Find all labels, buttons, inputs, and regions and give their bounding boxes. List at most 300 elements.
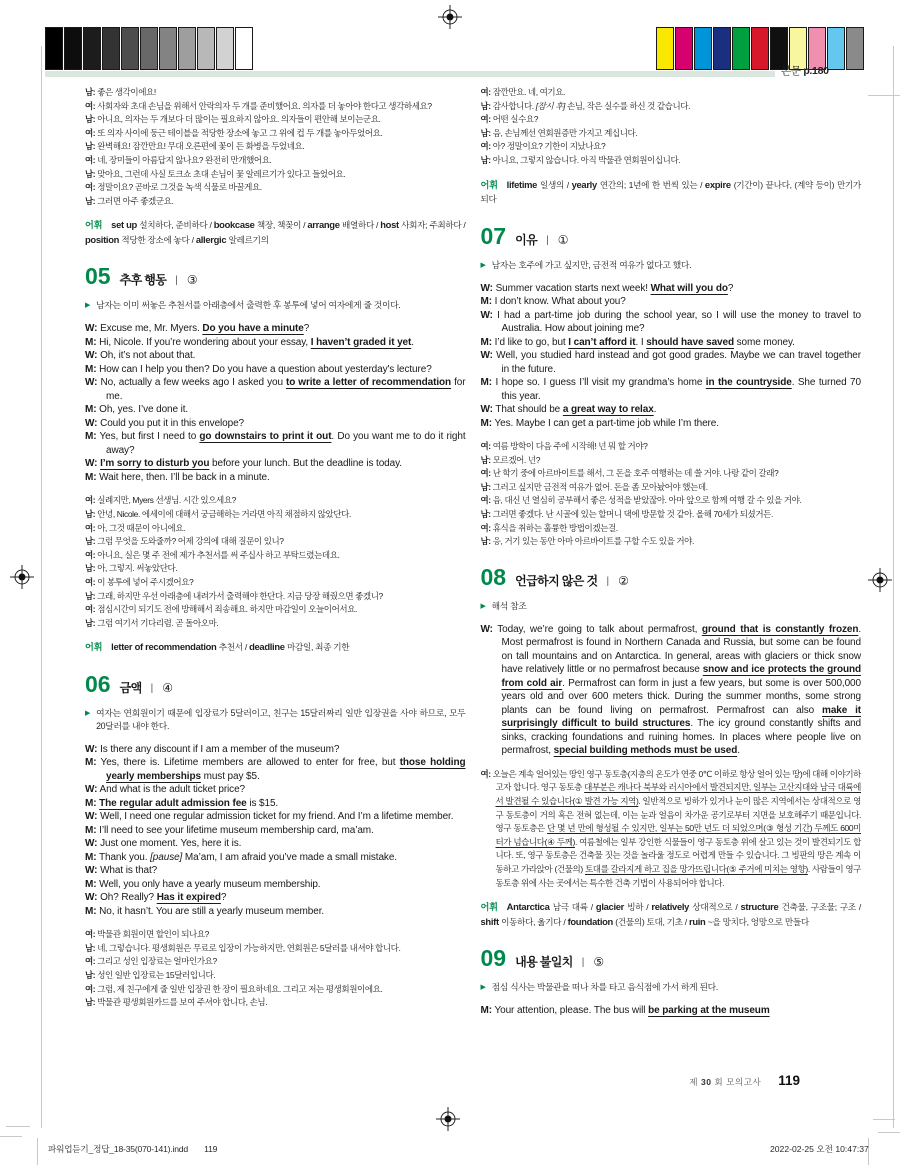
text-segment: 아니요, 실은 몇 주 전에 제가 추천서를 써 주십사 하고 부탁드렸는데요. xyxy=(97,549,340,560)
speaker-label: 남: xyxy=(85,563,96,574)
dialogue-line xyxy=(481,403,862,417)
text-segment: Ma’am, I am afraid you’ve made a small mistake. xyxy=(182,851,397,863)
text-segment: 점심 식사는 박물관을 떠나 차를 타고 음식점에 가서 하게 된다. xyxy=(491,982,718,993)
vocab-text xyxy=(481,902,862,927)
korean-dialogue xyxy=(481,768,862,890)
answer-badge: ⑤ xyxy=(593,955,605,970)
speaker-label: 여: xyxy=(85,154,96,165)
vocab-text xyxy=(85,220,466,245)
text-segment: 빙하 / xyxy=(627,902,652,913)
text-segment: 이동하다, 옮기다 / xyxy=(501,916,568,927)
text-segment: 마감일, 최종 기한 xyxy=(287,642,350,653)
text-segment: Oh? Really? xyxy=(100,892,157,904)
vocab-text xyxy=(481,180,861,205)
dialogue-line xyxy=(85,508,466,522)
dialogue-line xyxy=(481,309,862,336)
section-header xyxy=(481,564,862,591)
dialogue-line xyxy=(85,471,466,485)
speaker-label: M: xyxy=(85,471,97,483)
speaker-label: M: xyxy=(480,336,492,348)
text-segment: 박물관 평생회원카드를 보여 주셔야 합니다, 손님. xyxy=(97,997,268,1008)
dialogue-line xyxy=(481,336,862,350)
speaker-label: W: xyxy=(85,784,98,796)
vocab-label: 어휘 xyxy=(480,902,498,913)
right-column xyxy=(481,86,862,1028)
speaker-label: 남: xyxy=(480,454,491,465)
text-segment: 해석 참조 xyxy=(491,600,527,611)
footer xyxy=(0,1073,800,1088)
dialogue-line xyxy=(85,140,466,154)
dialogue-line xyxy=(85,549,466,563)
text-segment: I’ll need to see your lifetime museum membership card, ma’am. xyxy=(99,824,374,836)
dialogue-line xyxy=(481,417,862,431)
text-segment: 그러면 좋겠다. 난 시골에 있는 할머니 댁에 방문할 것 같아. 올해 70세가 되셨거든. xyxy=(492,509,773,520)
calibration-swatch xyxy=(45,27,63,70)
text-segment: ruin xyxy=(688,915,708,927)
answer-hint xyxy=(481,600,862,613)
answer-badge: ① xyxy=(557,232,569,247)
calibration-swatch xyxy=(751,27,769,70)
text-segment: arrange xyxy=(307,219,342,231)
korean-dialogue xyxy=(85,86,466,208)
section-separator: | xyxy=(175,275,178,287)
speaker-label: M: xyxy=(85,905,97,917)
dialogue-line xyxy=(481,623,862,758)
speaker-label: 남: xyxy=(480,481,491,492)
dialogue-line xyxy=(85,494,466,508)
text-segment: . I xyxy=(635,336,647,348)
dialogue-line xyxy=(85,457,466,471)
text-segment: 남극 대륙 / xyxy=(552,902,596,913)
grayscale-calibration-bar xyxy=(45,27,253,70)
speaker-label: 여: xyxy=(85,604,96,615)
text-segment: . xyxy=(411,336,414,348)
dialogue-line xyxy=(85,891,466,905)
vocab-text xyxy=(111,642,349,652)
speaker-label: 남: xyxy=(85,997,96,1008)
text-segment: . xyxy=(737,745,740,757)
text-segment: is $15. xyxy=(246,797,279,809)
hint-arrow-icon: ▶ xyxy=(480,984,486,992)
text-segment: Summer vacation starts next week! xyxy=(495,282,651,294)
text-segment: Well, you studied hard instead and got good grades. Maybe we can travel together in the future. xyxy=(496,350,861,375)
dialogue-line xyxy=(481,127,862,141)
dialogue-line xyxy=(85,417,466,431)
speaker-label: M: xyxy=(85,757,97,769)
hint-arrow-icon: ▶ xyxy=(480,602,486,610)
dialogue-line xyxy=(481,535,862,549)
footer-exam-pre: 제 xyxy=(689,1077,699,1087)
text-segment: Excuse me, Mr. Myers. xyxy=(100,323,203,335)
dialogue-line xyxy=(85,576,466,590)
text-segment: The regular adult admission fee xyxy=(99,797,247,809)
speaker-label: 여: xyxy=(480,495,491,506)
text-segment: 그러면 아주 좋겠군요. xyxy=(97,195,174,206)
text-segment: 정말이요? 곧바로 그것을 녹색 식물로 바꿀게요. xyxy=(97,182,262,193)
text-segment: ? xyxy=(727,282,734,294)
speaker-label: 남: xyxy=(85,141,96,152)
crop-mark xyxy=(868,95,900,96)
section-number: 08 xyxy=(480,563,507,590)
header-page-reference xyxy=(781,63,829,78)
speaker-label: W: xyxy=(480,350,493,362)
section-header xyxy=(85,671,466,698)
dialogue-line xyxy=(85,322,466,336)
text-segment: I’d like to go, but xyxy=(494,336,569,348)
speaker-label: 여: xyxy=(85,522,96,533)
crop-mark xyxy=(37,1138,38,1165)
dialogue-line xyxy=(85,969,466,983)
crop-mark xyxy=(873,1119,895,1120)
section-header xyxy=(481,223,862,250)
text-segment: 추천서 / xyxy=(218,642,250,653)
text-segment: bookcase xyxy=(213,219,257,231)
text-segment: for me. xyxy=(106,377,466,402)
print-file-info xyxy=(48,1143,217,1155)
text-segment: 그럼, 제 친구에게 줄 일반 입장권 한 장이 필요하네요. 그리고 저는 평생회원이에요. xyxy=(97,983,383,994)
dialogue-line xyxy=(85,603,466,617)
crop-mark xyxy=(878,1132,900,1133)
calibration-swatch xyxy=(827,27,845,70)
hint-arrow-icon: ▶ xyxy=(85,709,91,717)
text-segment: set up xyxy=(111,219,140,231)
answer-hint xyxy=(481,981,862,994)
text-segment: 일생의 / xyxy=(540,179,572,190)
speaker-label: W: xyxy=(85,838,98,850)
text-segment: 휴식을 취하는 훌륭한 방법이겠는걸. xyxy=(492,522,618,533)
header-prefix: 본문 xyxy=(781,65,801,77)
dialogue-line xyxy=(85,983,466,997)
section-title: 추후 행동 xyxy=(119,273,167,288)
text-segment: those holding yearly memberships xyxy=(106,757,466,782)
dialogue-line xyxy=(85,195,466,209)
text-segment: 아니요, 의자는 두 개보다 더 많이는 필요하지 않아요. 의자들이 편안해 보이는군요. xyxy=(97,114,381,125)
text-segment: Do you have a minute xyxy=(202,323,304,335)
speaker-label: 남: xyxy=(480,536,491,547)
hint-arrow-icon: ▶ xyxy=(480,261,486,269)
text-segment: Today, we’re going to talk about permafrost, xyxy=(497,623,702,635)
text-segment: glacier xyxy=(595,901,628,913)
text-segment: 실례지만, Myers 선생님. 시간 있으세요? xyxy=(97,495,236,506)
speaker-label: 남: xyxy=(480,100,491,111)
dialogue-line xyxy=(481,508,862,522)
text-segment: 적당한 장소에 놓다 / xyxy=(121,234,196,245)
speaker-label: 여: xyxy=(85,127,96,138)
calibration-swatch xyxy=(216,27,234,70)
dialogue-line xyxy=(85,955,466,969)
text-segment: to write a letter of recommendation xyxy=(285,377,452,389)
text-segment: I had a part-time job during the school year, so I will use the money to travel to Australia. How about joining me? xyxy=(497,309,861,335)
calibration-swatch xyxy=(178,27,196,70)
dialogue-line xyxy=(85,756,466,783)
speaker-label: 남: xyxy=(85,114,96,125)
text-segment: 책장, 책꽂이 / xyxy=(256,220,308,231)
text-segment: 그리고 성인 입장료는 얼마인가요? xyxy=(97,956,217,967)
text-segment: 어떤 실수요? xyxy=(492,114,539,125)
speaker-label: 남: xyxy=(480,154,491,165)
text-segment: foundation xyxy=(567,915,616,927)
text-segment: That should be xyxy=(495,404,563,416)
speaker-label: M: xyxy=(85,851,97,863)
calibration-swatch xyxy=(83,27,101,70)
text-segment: No, actually a few weeks ago I asked you xyxy=(100,377,286,389)
korean-dialogue xyxy=(85,928,466,1010)
speaker-label: 남: xyxy=(480,127,491,138)
vocab-label: 어휘 xyxy=(480,179,498,190)
dialogue-line xyxy=(85,928,466,942)
print-time: 오전 10:47:37 xyxy=(816,1144,869,1154)
vocab-block xyxy=(85,218,466,247)
dialogue-line xyxy=(85,942,466,956)
hint-text xyxy=(492,981,718,994)
text-segment: I hope so. I guess I’ll visit my grandma’s home xyxy=(495,377,706,389)
text-segment: . The icy ground constantly shifts and sinks, cracking foundations and ruining homes. In places where people live on permafrost, xyxy=(501,718,861,757)
text-segment: shift xyxy=(480,915,502,927)
hint-text xyxy=(492,259,692,272)
text-segment: Antarctica xyxy=(506,901,553,913)
dialogue-line xyxy=(481,494,862,508)
dialogue-line xyxy=(85,783,466,797)
text-segment: 그러고 싶지만 금전적 여유가 없어. 돈을 좀 모아놨어야 했는데. xyxy=(492,481,708,492)
text-segment: Well, I need one regular admission ticket for my friend. And I’m a lifetime member. xyxy=(100,811,454,823)
text-segment: 그럼 무엇을 도와줄까? 어제 강의에 대해 질문이 있니? xyxy=(97,536,284,547)
dialogue-line xyxy=(85,363,466,377)
crop-mark xyxy=(0,1136,22,1137)
trim-line xyxy=(41,46,42,1128)
speaker-label: 여: xyxy=(85,100,96,111)
korean-dialogue xyxy=(481,440,862,549)
text-segment: 아, 그렇지. 써놓았단다. xyxy=(97,563,178,574)
text-segment: 단 몇 년 만에 형성될 수 있지만, 일부는 50만 년도 더 되었으며(③ 형성 기간) 두께도 600미터가 넘습니다(④ 두께) xyxy=(495,823,861,847)
text-segment: No, it hasn’t. You are still a yearly museum member. xyxy=(99,905,325,917)
text-segment: 맞아요, 그런데 사실 토크쇼 초대 손님이 꽃 알레르기가 있다고 들었어요. xyxy=(97,168,346,179)
speaker-label: W: xyxy=(480,309,493,321)
text-segment: 난 학기 중에 아르바이트를 해서, 그 돈을 호주 여행하는 데 쓸 거야. 나랑 같이 갈래? xyxy=(492,468,779,479)
text-segment: [잠시 후] xyxy=(535,100,566,111)
text-segment: . She turned 70 this year. xyxy=(501,377,861,402)
text-segment: 좋은 생각이에요! xyxy=(97,87,156,97)
dialogue-line xyxy=(85,743,466,757)
calibration-swatch xyxy=(235,27,253,70)
crop-mark xyxy=(6,1126,30,1127)
text-segment: 잠깐만요. 네, 여기요. xyxy=(492,87,566,97)
speaker-label: W: xyxy=(85,458,98,470)
section-title: 금액 xyxy=(119,680,142,695)
header-page-ref: p.180 xyxy=(803,65,829,77)
dialogue-line xyxy=(481,349,862,376)
dialogue-line xyxy=(85,590,466,604)
speaker-label: W: xyxy=(480,623,493,635)
speaker-label: W: xyxy=(85,743,98,755)
text-segment: 안녕, Nicole. 에세이에 대해서 궁금해하는 거라면 아직 채점하지 않았단다. xyxy=(97,508,351,519)
vocab-label: 어휘 xyxy=(85,220,103,231)
footer-exam-post: 회 모의고사 xyxy=(714,1077,762,1087)
english-dialogue xyxy=(85,322,466,484)
text-segment: in the countryside xyxy=(705,377,792,389)
calibration-swatch xyxy=(102,27,120,70)
section-number: 07 xyxy=(480,222,507,249)
text-segment: make it surprisingly difficult to build structures xyxy=(501,704,862,730)
speaker-label: W: xyxy=(480,404,493,416)
speaker-label: 여: xyxy=(85,929,96,940)
section-separator: | xyxy=(606,575,610,587)
text-segment: 음, 손님께선 연회원증만 가지고 계십니다. xyxy=(492,127,638,138)
speaker-label: 여: xyxy=(480,114,491,125)
text-segment: 토대를 갈라지게 하고 집을 망가뜨립니다(⑤ 주거에 미치는 영향) xyxy=(584,863,808,874)
text-segment: . Most permafrost is found in Northern Canada and Russia, but some can be found on tall mountains and on Antarctica. In general, areas with glaciers or thick snow have relatively little or no permafrost because xyxy=(501,623,862,676)
hint-text xyxy=(96,299,400,312)
text-segment: 네, 장미들이 아름답지 않나요? 완전히 만개했어요. xyxy=(97,154,272,165)
text-segment: Thank you. xyxy=(98,851,151,863)
vocab-block xyxy=(481,900,862,929)
speaker-label: 남: xyxy=(85,970,96,981)
text-segment: 음, 대신 넌 열심히 공부해서 좋은 성적을 받았잖아. 아마 앞으로 함께 여행 갈 수 있을 거야. xyxy=(492,495,802,506)
text-segment: 네, 그렇습니다. 평생회원은 무료로 입장이 가능하지만, 연회원은 5달러를 내셔야 합니다. xyxy=(97,942,401,953)
text-segment: [pause] xyxy=(150,851,183,863)
text-segment: 남자는 호주에 가고 싶지만, 금전적 여유가 없다고 했다. xyxy=(491,259,692,270)
speaker-label: M: xyxy=(480,377,492,389)
section-header xyxy=(85,263,466,290)
dialogue-line xyxy=(85,127,466,141)
speaker-label: M: xyxy=(480,1005,492,1017)
speaker-label: 여: xyxy=(85,983,96,994)
text-segment: allergic xyxy=(195,233,229,245)
text-segment: 상대적으로 / xyxy=(692,902,741,913)
text-segment: I can’t afford it xyxy=(568,336,636,348)
dialogue-line xyxy=(85,864,466,878)
dialogue-line xyxy=(85,100,466,114)
speaker-label: 여: xyxy=(85,956,96,967)
hint-text xyxy=(492,600,527,613)
section-separator: | xyxy=(581,957,585,969)
dialogue-line xyxy=(85,905,466,919)
text-segment: 성인 일반 입장료는 15달러입니다. xyxy=(97,970,216,981)
text-segment: . Do you want me to do it right away? xyxy=(106,431,466,456)
text-segment: be parking at the museum xyxy=(648,1005,770,1017)
dialogue-line xyxy=(85,617,466,631)
text-segment: letter of recommendation xyxy=(111,641,219,653)
text-segment: Yes, but first I need to xyxy=(99,431,200,443)
english-dialogue xyxy=(481,623,862,758)
calibration-swatch xyxy=(64,27,82,70)
text-segment: snow and ice protects the ground from cold air xyxy=(501,664,861,689)
text-segment: 완벽해요! 잠깐만요! 무대 오른편에 꽃이 든 화병을 두었네요. xyxy=(97,141,305,152)
speaker-label: 여: xyxy=(85,549,96,560)
content-columns xyxy=(85,86,861,1028)
speaker-label: M: xyxy=(85,824,97,836)
text-segment: 아, 그것 때문이 아니에요. xyxy=(97,522,186,533)
dialogue-line xyxy=(481,113,862,127)
section-title: 이유 xyxy=(515,232,538,247)
text-segment: Is there any discount if I am a member of the museum? xyxy=(100,743,340,755)
speaker-label: W: xyxy=(85,892,98,904)
dialogue-line xyxy=(85,535,466,549)
registration-mark-icon xyxy=(10,565,34,589)
speaker-label: 남: xyxy=(85,195,96,206)
header-rule xyxy=(45,71,775,77)
text-segment: lifetime xyxy=(506,178,541,190)
text-segment: yearly xyxy=(571,178,600,190)
text-segment: ~을 망치다, 엉망으로 만들다 xyxy=(707,916,809,927)
calibration-swatch xyxy=(694,27,712,70)
text-segment: I’m sorry to disturb you xyxy=(100,458,210,470)
hint-text xyxy=(96,707,465,733)
text-segment: 박물관 회원이면 할인이 되나요? xyxy=(97,929,209,940)
dialogue-line xyxy=(85,168,466,182)
answer-badge: ④ xyxy=(162,680,173,695)
text-segment: some money. xyxy=(733,336,795,348)
dialogue-line xyxy=(481,454,862,468)
text-segment: 손님, 작은 실수를 하신 것 같습니다. xyxy=(565,100,691,111)
dialogue-line xyxy=(481,522,862,536)
calibration-swatch xyxy=(713,27,731,70)
calibration-swatch xyxy=(140,27,158,70)
dialogue-line xyxy=(85,522,466,536)
registration-mark-icon xyxy=(868,568,892,592)
text-segment: Hi, Nicole. If you’re wondering about your essay, xyxy=(99,336,311,348)
text-segment: . Permafrost can form in just a few years, but some is over 500,000 years old and over 600 meters thick. During the summer months, some strong plants can be found living on permafrost. Permafrost can also xyxy=(501,677,861,716)
text-segment: I haven’t graded it yet xyxy=(310,336,412,348)
dialogue-line xyxy=(481,376,862,403)
speaker-label: W: xyxy=(85,417,98,429)
text-segment: ground that is constantly frozen xyxy=(701,623,859,635)
text-segment: 모르겠어. 넌? xyxy=(492,454,541,465)
dialogue-line xyxy=(85,824,466,838)
speaker-label: W: xyxy=(480,282,493,294)
answer-badge: ③ xyxy=(186,273,198,288)
dialogue-line xyxy=(481,295,862,309)
speaker-label: W: xyxy=(85,323,98,335)
text-segment: 아니요, 그렇지 않습니다. 아직 박물관 연회원이십니다. xyxy=(492,154,681,165)
answer-badge: ② xyxy=(618,573,629,588)
text-segment: 건축물, 구조물; 구조 / xyxy=(781,902,861,913)
section-header xyxy=(481,945,862,972)
calibration-swatch xyxy=(121,27,139,70)
answer-hint xyxy=(85,299,466,312)
dialogue-line xyxy=(85,376,466,403)
dialogue-line xyxy=(85,797,466,811)
text-segment: go downstairs to print it out xyxy=(199,431,332,443)
vocab-block xyxy=(481,178,862,207)
text-segment: 이 봉투에 넣어 주시겠어요? xyxy=(97,576,194,587)
speaker-label: W: xyxy=(85,377,98,389)
registration-mark-icon xyxy=(436,1107,460,1131)
text-segment: Could you put it in this envelope? xyxy=(100,417,244,429)
text-segment: 설치하다, 준비하다 / xyxy=(139,220,214,231)
text-segment: 연간의; 1년에 한 번씩 있는 / xyxy=(599,179,705,190)
color-calibration-bar xyxy=(656,27,864,70)
dialogue-line xyxy=(481,86,862,100)
text-segment: 여름 방학이 다음 주에 시작해! 넌 뭐 할 거야? xyxy=(492,441,648,452)
speaker-label: 여: xyxy=(480,468,491,479)
text-segment: . 사람들이 영구 동토층 위에 사는 곳에서는 특수한 건축 기법이 사용되어야 합니다. xyxy=(495,863,861,888)
dialogue-line xyxy=(85,181,466,195)
text-segment: Wait here, then. I’ll be back in a minute. xyxy=(99,471,270,483)
vocab-label: 어휘 xyxy=(85,642,103,653)
speaker-label: 여: xyxy=(85,495,96,506)
text-segment: before your lunch. But the deadline is today. xyxy=(209,458,402,470)
text-segment: 사회자; 주최하다 / xyxy=(401,220,466,231)
dialogue-line xyxy=(481,154,862,168)
speaker-label: 남: xyxy=(85,168,96,179)
section-title: 내용 불일치 xyxy=(515,955,573,970)
section-separator: | xyxy=(546,234,549,246)
text-segment: 여자는 연회원이기 때문에 입장료가 5달러이고, 친구는 15달러짜리 일반 입장권을 사야 하므로, 모두 20달러를 내야 한다. xyxy=(96,707,466,731)
speaker-label: M: xyxy=(85,363,97,375)
trim-line xyxy=(893,46,894,1128)
text-segment: position xyxy=(85,233,122,245)
calibration-swatch xyxy=(197,27,215,70)
